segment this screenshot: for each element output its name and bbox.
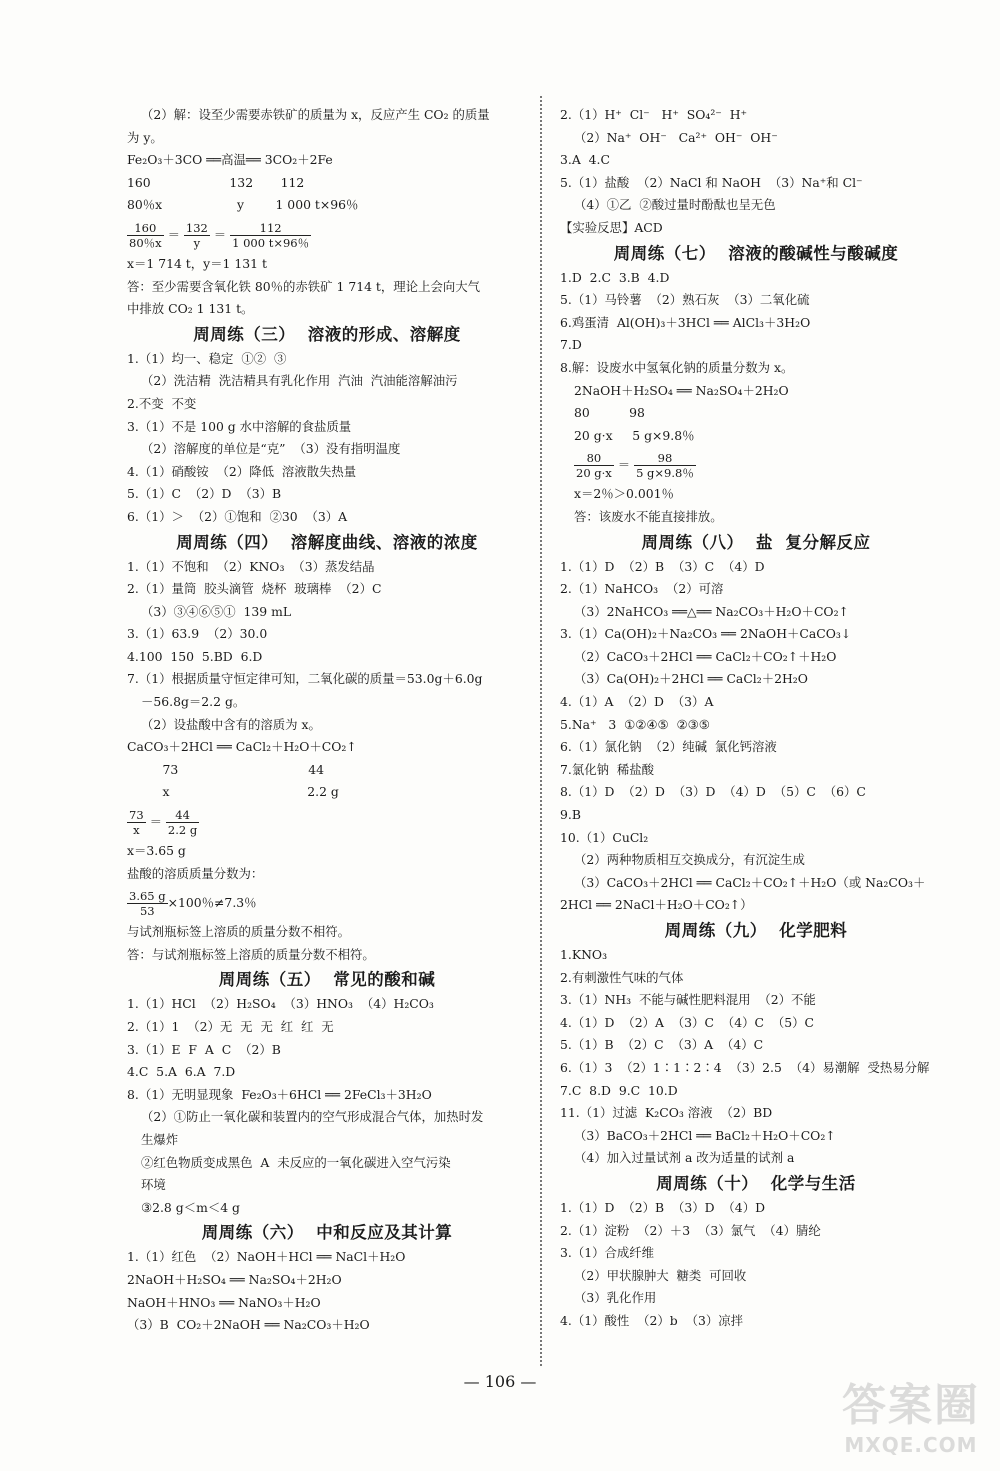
answer-line: 中排放 CO₂ 1 131 t。: [127, 301, 254, 317]
answer-line: 答：该废水不能直接排放。: [574, 508, 723, 524]
answer-line: （2）洗洁精 洗洁精具有乳化作用 汽油 汽油能溶解油污: [141, 373, 458, 389]
left-column: [127, 104, 527, 1337]
fraction-equation: [127, 885, 527, 921]
fraction-denominator: 53: [139, 904, 155, 919]
fraction-numerator: 98: [634, 451, 696, 466]
answer-line: 5.（1）盐酸 （2）NaCl 和 NaOH （3）Na⁺和 Cl⁻: [560, 174, 863, 190]
section-heading: 周周练（十） 化学与生活: [656, 1173, 856, 1193]
answer-line: （3）Ca(OH)₂＋2HCl ══ CaCl₂＋2H₂O: [574, 671, 808, 687]
answer-line: 4.100 150 5.BD 6.D: [127, 648, 263, 664]
fraction-numerator: 160: [127, 221, 164, 236]
answer-line: 2NaOH＋H₂SO₄ ══ Na₂SO₄＋2H₂O: [574, 382, 789, 398]
section-heading: 周周练（五） 常见的酸和碱: [218, 970, 436, 990]
watermark-text: 答案圈: [842, 1380, 980, 1431]
answer-line: 2.（1）淀粉 （2）＋3 （3）氯气 （4）腈纶: [560, 1222, 821, 1238]
answer-line: （2）Na⁺ OH⁻ Ca²⁺ OH⁻ OH⁻: [574, 129, 778, 145]
answer-line: 3.（1）63.9 （2）30.0: [127, 626, 268, 642]
answer-line: 2.有刺激性气味的气体: [560, 969, 684, 985]
fraction-tail: ×100％≠7.3％: [167, 895, 257, 911]
fraction-denominator: 5 g×9.8％: [636, 466, 694, 481]
answer-line: 10.（1）CuCl₂: [560, 829, 649, 845]
answer-line: 4.（1）A （2）D （3）A: [560, 694, 714, 710]
answer-line: 盐酸的溶质质量分数为：: [127, 865, 264, 881]
answer-line: 1.（1）红色 （2）NaOH＋HCl ══ NaCl＋H₂O: [127, 1249, 406, 1265]
fraction: [127, 221, 164, 250]
column-divider: [540, 96, 542, 1366]
answer-line: 3.A 4.C: [560, 152, 610, 168]
answer-line: CaCO₃＋2HCl ══ CaCl₂＋H₂O＋CO₂↑: [127, 739, 357, 755]
fraction-denominator: 2.2 g: [167, 823, 198, 838]
answer-line: －56.8g＝2.2 g。: [141, 694, 246, 710]
answer-line: 3.（1）不是 100 g 水中溶解的食盐质量: [127, 418, 352, 434]
watermark-url: MXQE.COM: [844, 1433, 978, 1457]
answer-line: （3）③④⑥⑤① 139 mL: [141, 603, 292, 619]
answer-line: 6.（1）3 （2）1∶1∶2∶4 （3）2.5 （4）易潮解 受热易分解: [560, 1059, 930, 1075]
fraction: [634, 451, 696, 480]
answer-line: （3）乳化作用: [574, 1290, 657, 1306]
answer-line: 6.鸡蛋清 Al(OH)₃＋3HCl ══ AlCl₃＋3H₂O: [560, 314, 811, 330]
section-heading: 周周练（四） 溶解度曲线、溶液的浓度: [176, 532, 478, 552]
answer-line: 80％x y 1 000 t×96％: [127, 197, 359, 213]
answer-line: 8.（1）无明显现象 Fe₂O₃＋6HCl ══ 2FeCl₃＋3H₂O: [127, 1086, 432, 1102]
answer-line: （4）加入过量试剂 a 改为适量的试剂 a: [574, 1150, 795, 1166]
right-column: [560, 104, 952, 1333]
answer-line: 1.（1）均一、稳定 ①② ③: [127, 350, 287, 366]
fraction-numerator: 132: [185, 220, 208, 235]
answer-line: 1.D 2.C 3.B 4.D: [560, 269, 670, 285]
fraction-numerator: 73: [129, 808, 144, 823]
answer-line: 11.（1）过滤 K₂CO₃ 溶液 （2）BD: [560, 1105, 773, 1121]
answer-line: x＝1 714 t，y＝1 131 t: [127, 255, 267, 271]
answer-line: 6.（1）氯化钠 （2）纯碱 氯化钙溶液: [560, 739, 777, 755]
answer-line: 20 g·x 5 g×9.8％: [574, 427, 695, 443]
answer-line: （2）两种物质相互交换成分，有沉淀生成: [574, 852, 805, 868]
section-heading: 周周练（九） 化学肥料: [664, 921, 848, 940]
fraction-numerator: 112: [230, 221, 311, 236]
answer-line: 1.（1）D （2）B （3）D （4）D: [560, 1199, 766, 1215]
section-heading: 周周练（三） 溶液的形成、溶解度: [193, 324, 461, 344]
answer-line: x＝2％＞0.001％: [574, 486, 674, 502]
answer-line: （2）CaCO₃＋2HCl ══ CaCl₂＋CO₂↑＋H₂O: [574, 648, 837, 664]
answer-line: （4）①乙 ②酸过量时酚酞也呈无色: [574, 197, 776, 213]
answer-line: 2.（1）量筒 胶头滴管 烧杯 玻璃棒 （2）C: [127, 581, 382, 597]
fraction-numerator: 80: [574, 451, 614, 466]
answer-line: 3.（1）NH₃ 不能与碱性肥料混用 （2）不能: [560, 992, 816, 1008]
answer-line: （3）B CO₂＋2NaOH ══ Na₂CO₃＋H₂O: [127, 1317, 370, 1333]
fraction-numerator: 44: [166, 808, 199, 823]
answer-line: 2.（1）NaHCO₃ （2）可溶: [560, 581, 724, 597]
answer-line: ③2.8 g＜m＜4 g: [141, 1199, 240, 1215]
answer-line: （3）CaCO₃＋2HCl ══ CaCl₂＋CO₂↑＋H₂O（或 Na₂CO₃＋: [574, 874, 926, 890]
answer-line: 2.（1）1 （2）无 无 无 红 红 无: [127, 1019, 334, 1034]
answer-line: 3.（1）合成纤维: [560, 1245, 655, 1261]
page-number: — 106 —: [463, 1372, 537, 1391]
fraction: [184, 221, 210, 250]
answer-line: 1.（1）不饱和 （2）KNO₃ （3）蒸发结晶: [127, 558, 375, 574]
answer-line: 2.不变 不变: [127, 395, 197, 411]
answer-line: 1.（1）D （2）B （3）C （4）D: [560, 558, 765, 574]
section-heading: 周周练（六） 中和反应及其计算: [201, 1223, 453, 1243]
section-heading: 周周练（七） 溶液的酸碱性与酸碱度: [613, 243, 899, 263]
answer-line: （3）2NaHCO₃ ══△══ Na₂CO₃＋H₂O＋CO₂↑: [574, 603, 849, 619]
section-heading: 周周练（八） 盐 复分解反应: [641, 532, 871, 552]
fraction-denominator: 1 000 t×96％: [232, 235, 310, 250]
fraction-equation: $\frac{80}{20 g\cdot x}$ ＝ $\frac{98}{5 g\times 9.8\%}$: [576, 451, 694, 481]
fraction-equation: $\frac{73}{x}$ ＝ $\frac{44}{2.2 g}$: [129, 808, 198, 838]
answer-line: （2）溶解度的单位是“克” （3）没有指明温度: [141, 441, 401, 457]
answer-line: NaOH＋HNO₃ ══ NaNO₃＋H₂O: [127, 1294, 321, 1310]
watermark-logo: [836, 1369, 986, 1461]
answer-line: （3）BaCO₃＋2HCl ══ BaCl₂＋H₂O＋CO₂↑: [574, 1127, 836, 1143]
answer-line: 73 44: [127, 761, 324, 777]
answer-line: 160 132 112: [127, 174, 305, 190]
answer-line: 7.D: [560, 337, 582, 353]
fraction-denominator: 80％x: [129, 235, 162, 250]
fraction-denominator: 20 g·x: [576, 466, 612, 481]
fraction: [574, 451, 614, 480]
answer-line: 为 y。: [127, 129, 163, 145]
answer-line: 9.B: [560, 807, 581, 823]
answer-line: 5.（1）B （2）C （3）A （4）C: [560, 1037, 764, 1053]
answer-line: 1.KNO₃: [560, 947, 608, 962]
answer-line: 5.Na⁺ 3 ①②④⑤ ②③⑤: [560, 716, 710, 732]
answer-line: 4.C 5.A 6.A 7.D: [127, 1064, 236, 1080]
answer-line: 5.（1）马铃薯 （2）熟石灰 （3）二氧化硫: [560, 292, 810, 308]
fraction-equation: $\frac{160}{80\%x}$ ＝ $\frac{132}{y}$ ＝ $\frac{112}{1 000 t\times 96\%}$: [129, 220, 310, 250]
answer-line: Fe₂O₃＋3CO ══高温══ 3CO₂＋2Fe: [127, 152, 333, 168]
fraction: [166, 808, 199, 837]
answer-line: 80 98: [574, 405, 645, 421]
answer-line: 8.（1）D （2）D （3）D （4）D （5）C （6）C: [560, 784, 866, 800]
answer-line: 7.C 8.D 9.C 10.D: [560, 1082, 678, 1098]
answer-line: 2HCl ══ 2NaCl＋H₂O＋CO₂↑）: [560, 897, 753, 913]
answer-line: 4.（1）D （2）A （3）C （4）C （5）C: [560, 1014, 814, 1030]
answer-line: 【实验反思】ACD: [560, 219, 663, 235]
answer-line: x＝3.65 g: [127, 843, 186, 859]
fraction-denominator: x: [133, 823, 140, 838]
answer-line: ②红色物质变成黑色 A 未反应的一氧化碳进入空气污染: [141, 1154, 451, 1170]
answer-line: 7.（1）根据质量守恒定律可知，二氧化碳的质量＝53.0g＋6.0g: [127, 671, 483, 687]
answer-line: 环境: [141, 1177, 166, 1193]
answer-line: 3.（1）E F A C （2）B: [127, 1041, 281, 1057]
answer-line: 8.解：设废水中氢氧化钠的质量分数为 x。: [560, 359, 794, 375]
answer-line: 2.（1）H⁺ Cl⁻ H⁺ SO₄²⁻ H⁺: [560, 107, 748, 122]
fraction: [127, 808, 146, 837]
fraction: [230, 221, 311, 250]
answer-line: （2）设盐酸中含有的溶质为 x。: [141, 716, 321, 732]
fraction-denominator: y: [193, 235, 201, 250]
answer-line: 5.（1）C （2）D （3）B: [127, 486, 282, 502]
fraction-numerator: 3.65 g: [129, 889, 166, 904]
answer-line: （2）解：设至少需要赤铁矿的质量为 x，反应产生 CO₂ 的质量: [141, 107, 490, 122]
answer-line: （2）甲状腺肿大 糖类 可回收: [574, 1267, 747, 1283]
answer-line: 与试剂瓶标签上溶质的质量分数不相符。: [127, 924, 351, 940]
answer-line: x 2.2 g: [127, 784, 339, 800]
answer-line: 2NaOH＋H₂SO₄ ══ Na₂SO₄＋2H₂O: [127, 1271, 342, 1287]
answer-line: 1.（1）HCl （2）H₂SO₄ （3）HNO₃ （4）H₂CO₃: [127, 996, 434, 1012]
answer-line: 4.（1）硝酸铵 （2）降低 溶液散失热量: [127, 463, 357, 479]
answer-line: 答：至少需要含氧化铁 80％的赤铁矿 1 714 t，理论上会向大气: [127, 278, 481, 294]
answer-line: 生爆炸: [141, 1131, 179, 1147]
fraction: [127, 889, 168, 918]
answer-line: （2）①防止一氧化碳和装置内的空气形成混合气体，加热时发: [141, 1109, 484, 1125]
answer-line: 6.（1）＞ （2）①饱和 ②30 （3）A: [127, 508, 348, 524]
answer-line: 7.氯化钠 稀盐酸: [560, 761, 655, 777]
answer-line: 4.（1）酸性 （2）b （3）凉拌: [560, 1312, 744, 1328]
answer-line: 答：与试剂瓶标签上溶质的质量分数不相符。: [127, 946, 375, 962]
answer-line: 3.（1）Ca(OH)₂＋Na₂CO₃ ══ 2NaOH＋CaCO₃↓: [560, 626, 852, 642]
